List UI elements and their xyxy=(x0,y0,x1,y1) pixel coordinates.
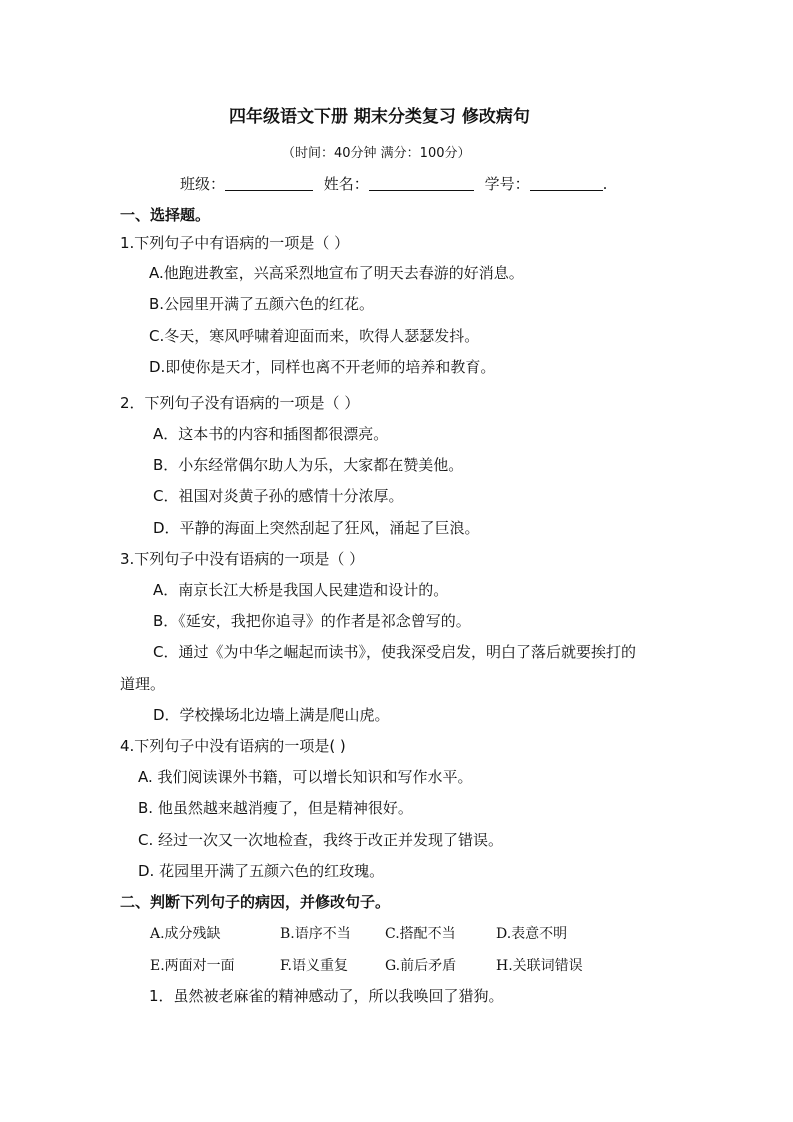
question-1-option-c: C.冬天，寒风呼啸着迎面而来，吹得人瑟瑟发抖。 xyxy=(149,327,480,345)
error-type-f: F.语义重复 xyxy=(280,958,348,974)
question-3-stem: 3.下列句子中没有语病的一项是（ ） xyxy=(120,550,365,568)
question-1-option-b: B.公园里开满了五颜六色的红花。 xyxy=(149,295,375,313)
id-blank[interactable] xyxy=(530,174,603,191)
error-type-a: A.成分残缺 xyxy=(150,926,221,942)
section2-item-1: 1．虽然被老麻雀的精神感动了，所以我唤回了猎狗。 xyxy=(149,987,504,1005)
question-3-option-b: B．《延安，我把你追寻》的作者是祁念曾写的。 xyxy=(153,612,471,630)
question-3-option-c-continued: 道理。 xyxy=(120,675,166,693)
section2-heading: 二、判断下列句子的病因，并修改句子。 xyxy=(120,893,391,911)
question-2-stem: 2．下列句子没有语病的一项是（ ） xyxy=(120,394,360,412)
question-2-option-c: C．祖国对炎黄子孙的感情十分浓厚。 xyxy=(153,487,404,505)
error-type-d: D.表意不明 xyxy=(496,926,568,942)
error-type-g: G.前后矛盾 xyxy=(385,958,457,974)
question-2-option-a: A．这本书的内容和插图都很漂亮。 xyxy=(153,425,389,443)
question-4-stem: 4.下列句子中没有语病的一项是( ) xyxy=(120,737,346,755)
class-blank[interactable] xyxy=(225,174,313,191)
question-1-stem: 1.下列句子中有语病的一项是（ ） xyxy=(120,234,350,252)
error-type-e: E.两面对一面 xyxy=(150,958,235,974)
question-4-option-c: C. 经过一次又一次地检查，我终于改正并发现了错误。 xyxy=(138,831,504,849)
name-blank[interactable] xyxy=(369,174,474,191)
error-type-h: H.关联词错误 xyxy=(496,958,583,974)
question-3-option-a: A．南京长江大桥是我国人民建造和设计的。 xyxy=(153,581,449,599)
question-3-option-c: C．通过《为中华之崛起而读书》，使我深受启发，明白了落后就要挨打的 xyxy=(153,643,636,661)
section1-heading: 一、选择题。 xyxy=(120,206,211,224)
error-type-b: B.语序不当 xyxy=(280,926,351,942)
question-2-option-d: D．平静的海面上突然刮起了狂风，涌起了巨浪。 xyxy=(153,519,480,537)
question-4-option-b: B. 他虽然越来越消瘦了，但是精神很好。 xyxy=(138,799,413,817)
page-title: 四年级语文下册 期末分类复习 修改病句 xyxy=(229,107,530,127)
question-4-option-d: D. 花园里开满了五颜六色的红玫瑰。 xyxy=(138,862,385,880)
question-2-option-b: B．小东经常偶尔助人为乐，大家都在赞美他。 xyxy=(153,456,464,474)
info-end-mark: . xyxy=(602,175,608,193)
class-label: 班级： xyxy=(180,175,226,193)
question-3-option-d: D．学校操场北边墙上满是爬山虎。 xyxy=(153,706,390,724)
question-1-option-a: A.他跑进教室，兴高采烈地宣布了明天去春游的好消息。 xyxy=(149,264,524,282)
name-label: 姓名： xyxy=(323,175,369,193)
question-4-option-a: A. 我们阅读课外书籍，可以增长知识和写作水平。 xyxy=(138,768,473,786)
error-type-c: C.搭配不当 xyxy=(385,926,456,942)
question-1-option-d: D.即使你是天才，同样也离不开老师的培养和教育。 xyxy=(149,358,496,376)
id-label: 学号： xyxy=(484,175,530,193)
student-info-row xyxy=(180,174,607,194)
exam-subtitle: （时间：40分钟 满分：100分） xyxy=(282,146,471,161)
